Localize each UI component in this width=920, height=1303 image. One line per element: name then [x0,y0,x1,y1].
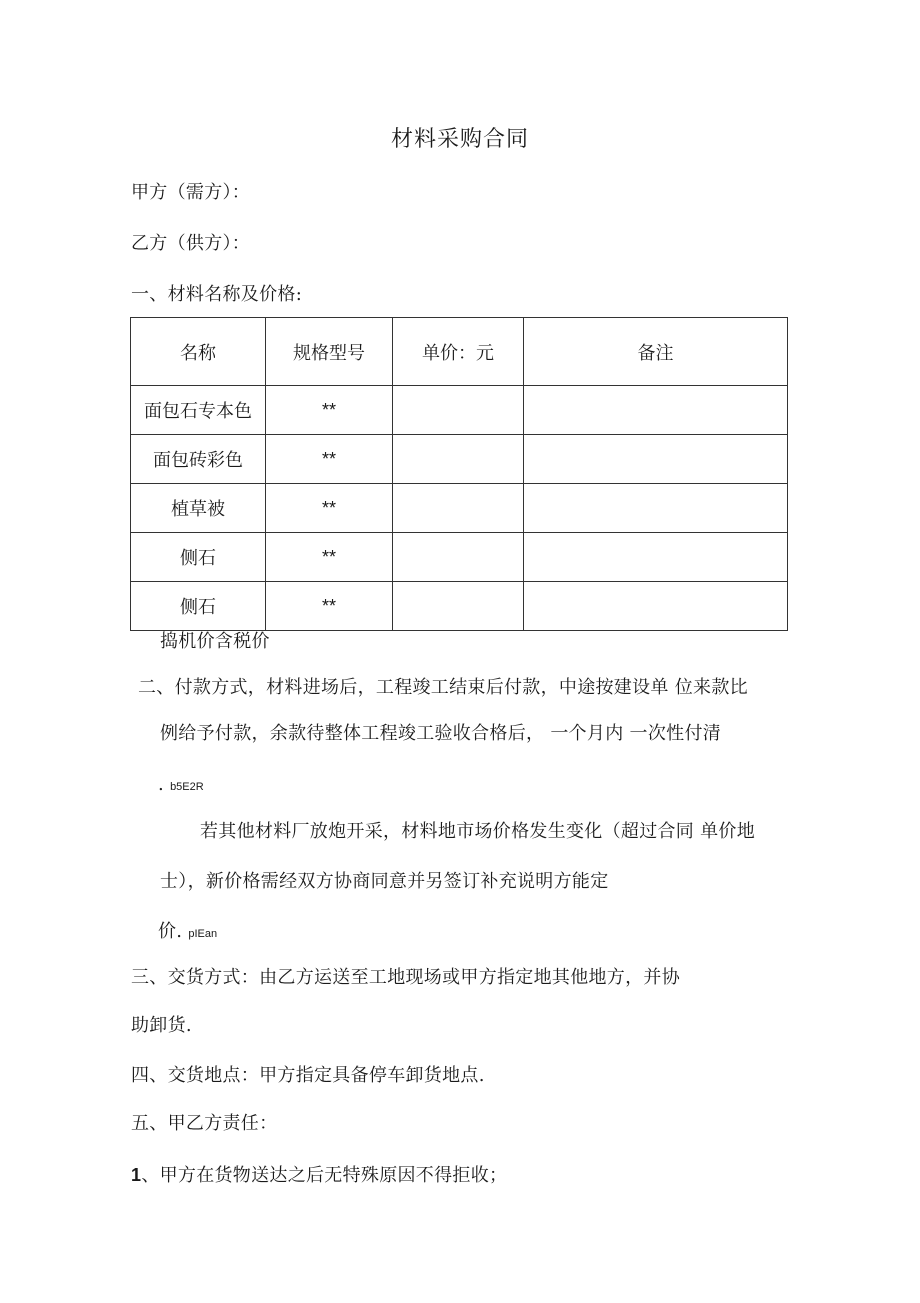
section1-heading: 一、材料名称及价格: [131,284,303,305]
column-header-name: 名称 [131,318,266,386]
cell-name: 植草被 [131,484,266,533]
column-header-note: 备注 [524,318,788,386]
party-b-label: 乙方（供方）： [131,233,251,254]
cell-price [393,582,524,631]
section2-para2-line2: 士），新价格需经双方协商同意并另签订补充说明方能定 [160,871,609,892]
section2-line1: 二、付款方式，材料进场后，工程竣工结束后付款，中途按建设单 位来款比 [138,677,748,698]
section2-line3 [158,774,204,798]
cell-price [393,484,524,533]
cell-note [524,435,788,484]
section3-line1: 三、交货方式：由乙方运送至工地现场或甲方指定地其他地方，并协 [131,967,680,988]
section5-heading: 五、甲乙方责任： [131,1113,278,1134]
cell-spec: ** [266,533,393,582]
cell-note [524,533,788,582]
section2-para2-text: 价. [158,921,183,942]
table-row [131,386,788,435]
table-row [131,435,788,484]
cell-price [393,533,524,582]
table-row [131,582,788,631]
section3-line2: 助卸货. [131,1015,192,1036]
cell-note [524,484,788,533]
cell-name: 面包石专本色 [131,386,266,435]
materials-price-table [130,317,788,631]
cell-spec: ** [266,484,393,533]
cell-name: 面包砖彩色 [131,435,266,484]
table-row [131,484,788,533]
section2-line3-dot: . [158,774,165,795]
cell-spec: ** [266,435,393,484]
section4-text: 四、交货地点：甲方指定具备停车卸货地点. [131,1065,485,1086]
section5-item1 [131,1164,507,1187]
column-header-spec: 规格型号 [266,318,393,386]
table-footnote: 捣机价含税价 [160,631,270,652]
section2-para2-code: pIEan [188,928,218,940]
cell-note [524,582,788,631]
column-header-price: 单价：元 [393,318,524,386]
cell-price [393,386,524,435]
cell-note [524,386,788,435]
section2-para2-line1: 若其他材料厂放炮开采，材料地市场价格发生变化（超过合同 单价地 [200,821,756,842]
table-row [131,533,788,582]
section5-item1-number: 1 [131,1165,142,1185]
cell-spec: ** [266,582,393,631]
page-title: 材料采购合同 [390,127,529,152]
section5-item1-text: 、甲方在货物送达之后无特殊原因不得拒收； [141,1165,508,1186]
section2-ref-code: b5E2R [170,781,204,793]
cell-name: 侧石 [131,582,266,631]
section2-para2-line3 [158,921,217,945]
table-header-row [131,318,788,386]
section2-line2: 例给予付款，余款待整体工程竣工验收合格后， 一个月内 一次性付清 [160,723,722,744]
cell-spec: ** [266,386,393,435]
party-a-label: 甲方（需方）： [131,182,251,203]
cell-price [393,435,524,484]
cell-name: 侧石 [131,533,266,582]
